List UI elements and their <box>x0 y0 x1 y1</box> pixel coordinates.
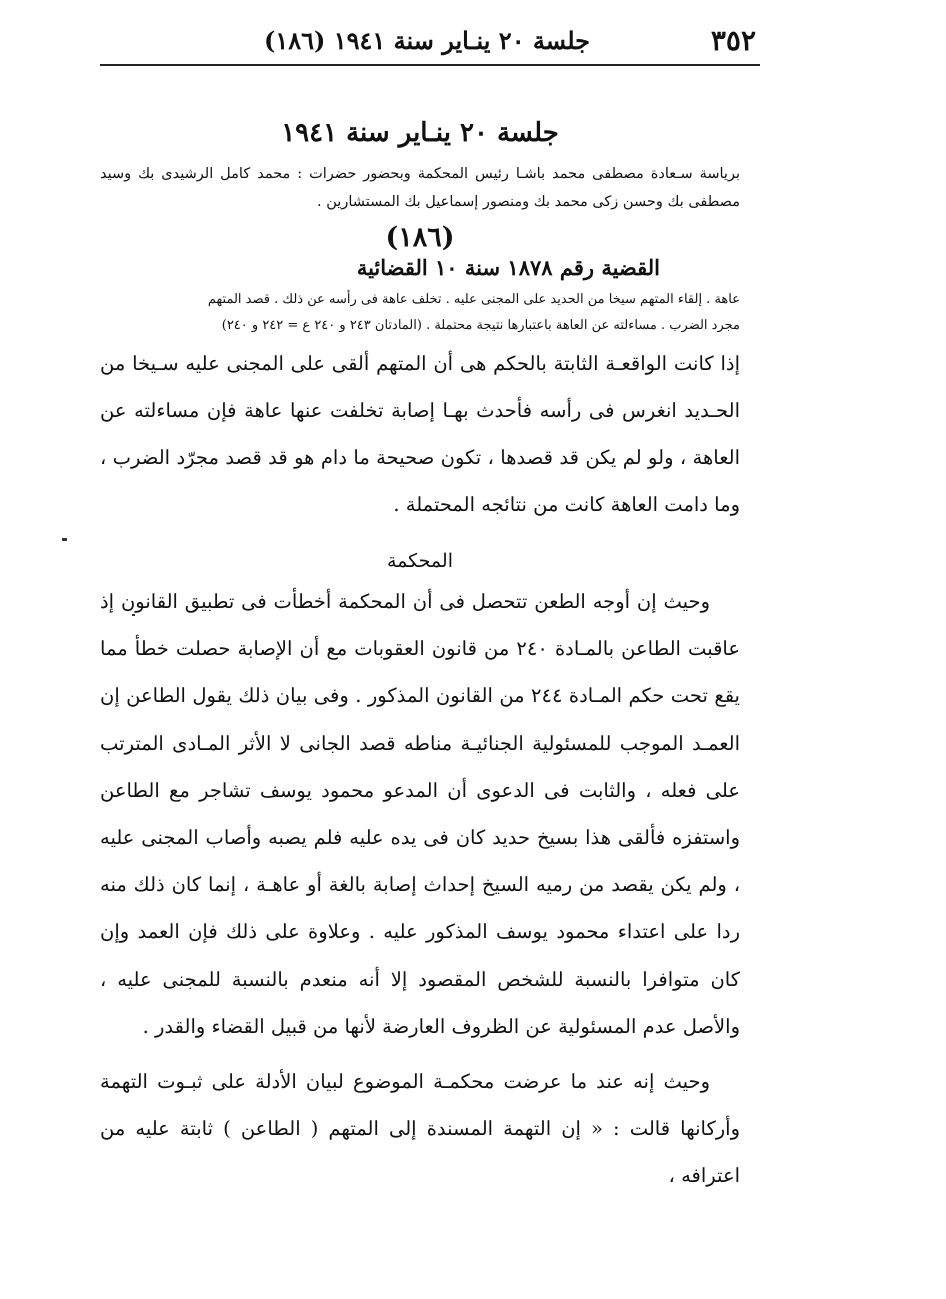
page-content <box>100 118 740 1200</box>
judgment-paragraph-2: وحيث إنه عند ما عرضت محكمـة الموضوع لبيان الأدلة على ثبـوت التهمة وأركانها قالت : « إن التهمة المسندة إلى المتهم ( الطاعن ) ثابتة عليه من اعترافه ، <box>100 1070 740 1188</box>
presidency-note: برياسة سـعادة مصطفى محمد باشـا رئيس المحكمة وبحضور حضرات : محمد كامل الرشيدى بك وسيد مصطفى بك وحسن زكى محمد بك ومنصور إسماعيل بك المستشارين . <box>100 166 740 210</box>
scan-speck <box>132 614 135 616</box>
page-number: ٣٥٢ <box>710 24 756 57</box>
court-heading: المحكمة <box>387 550 453 572</box>
case-number: (١٨٦) <box>385 222 455 253</box>
legal-principle: إذا كانت الواقعـة الثابتة بالحكم هى أن المتهم ألقى على المجنى عليه سـيخا من الحـديد انغرس فى رأسه فأحدث بهـا إصابة تخلفت عنها عاهة فإن مساءلته عن العاهة ، ولو لم يكن قد قصدها ، تكون صحيحة ما دام هو قد قصد مجرّد الضرب ، وما دامت العاهة كانت من نتائجه المحتملة . <box>100 352 740 516</box>
running-title: جلسة ٢٠ ينـاير سنة ١٩٤١ (١٨٦) <box>264 26 590 55</box>
case-summary-line-2: مجرد الضرب . مساءلته عن العاهة باعتبارها نتيجة محتملة . (المادتان ٢٤٣ و ٢٤٠ ع = ٢٤٢ و ٢٤٠) <box>221 318 740 333</box>
session-title: جلسة ٢٠ ينـاير سنة ١٩٤١ <box>281 118 559 148</box>
scan-speck <box>62 538 67 541</box>
running-header <box>100 24 760 66</box>
judgment-paragraph-1: وحيث إن أوجه الطعن تتحصل فى أن المحكمة أخطأت فى تطبيق القانون إذ عاقبت الطاعن بالمـادة ٢٤٠ من قانون العقوبات مع أن الإصابة حصلت خطأ مما يقع تحت حكم المـادة ٢٤٤ من القانون المذكور . وفى بيان ذلك يقول الطاعن إن العمـد الموجب للمسئولية الجنائيـة مناطه قصد الجانى لا الأثر المـادى المترتب على فعله ، والثابت فى الدعوى أن المدعو محمود يوسف تشاجر مع الطاعن واستفزه فألقى هذا بسيخ حديد كان فى يده عليه فلم يصبه وأصاب المجنى عليه ، ولم يكن يقصد من رميه السيخ إحداث إصابة بالغة أو عاهـة ، إنما كان ذلك منه ردا على اعتداء محمود يوسف المذكور عليه . وعلاوة على ذلك فإن العمد وإن كان متوافرا بالنسبة للشخص المقصود إلا أنه منعدم بالنسبة للمجنى عليه ، والأصل عدم المسئولية عن الظروف العارضة لأنها من قبيل القضاء والقدر . <box>100 590 740 1038</box>
case-summary-line-1: عاهة . إلقاء المتهم سيخا من الحديد على المجنى عليه . تخلف عاهة فى رأسه عن ذلك . قصد المتهم <box>207 292 740 307</box>
case-title: القضية رقم ١٨٧٨ سنة ١٠ القضائية <box>356 255 660 280</box>
